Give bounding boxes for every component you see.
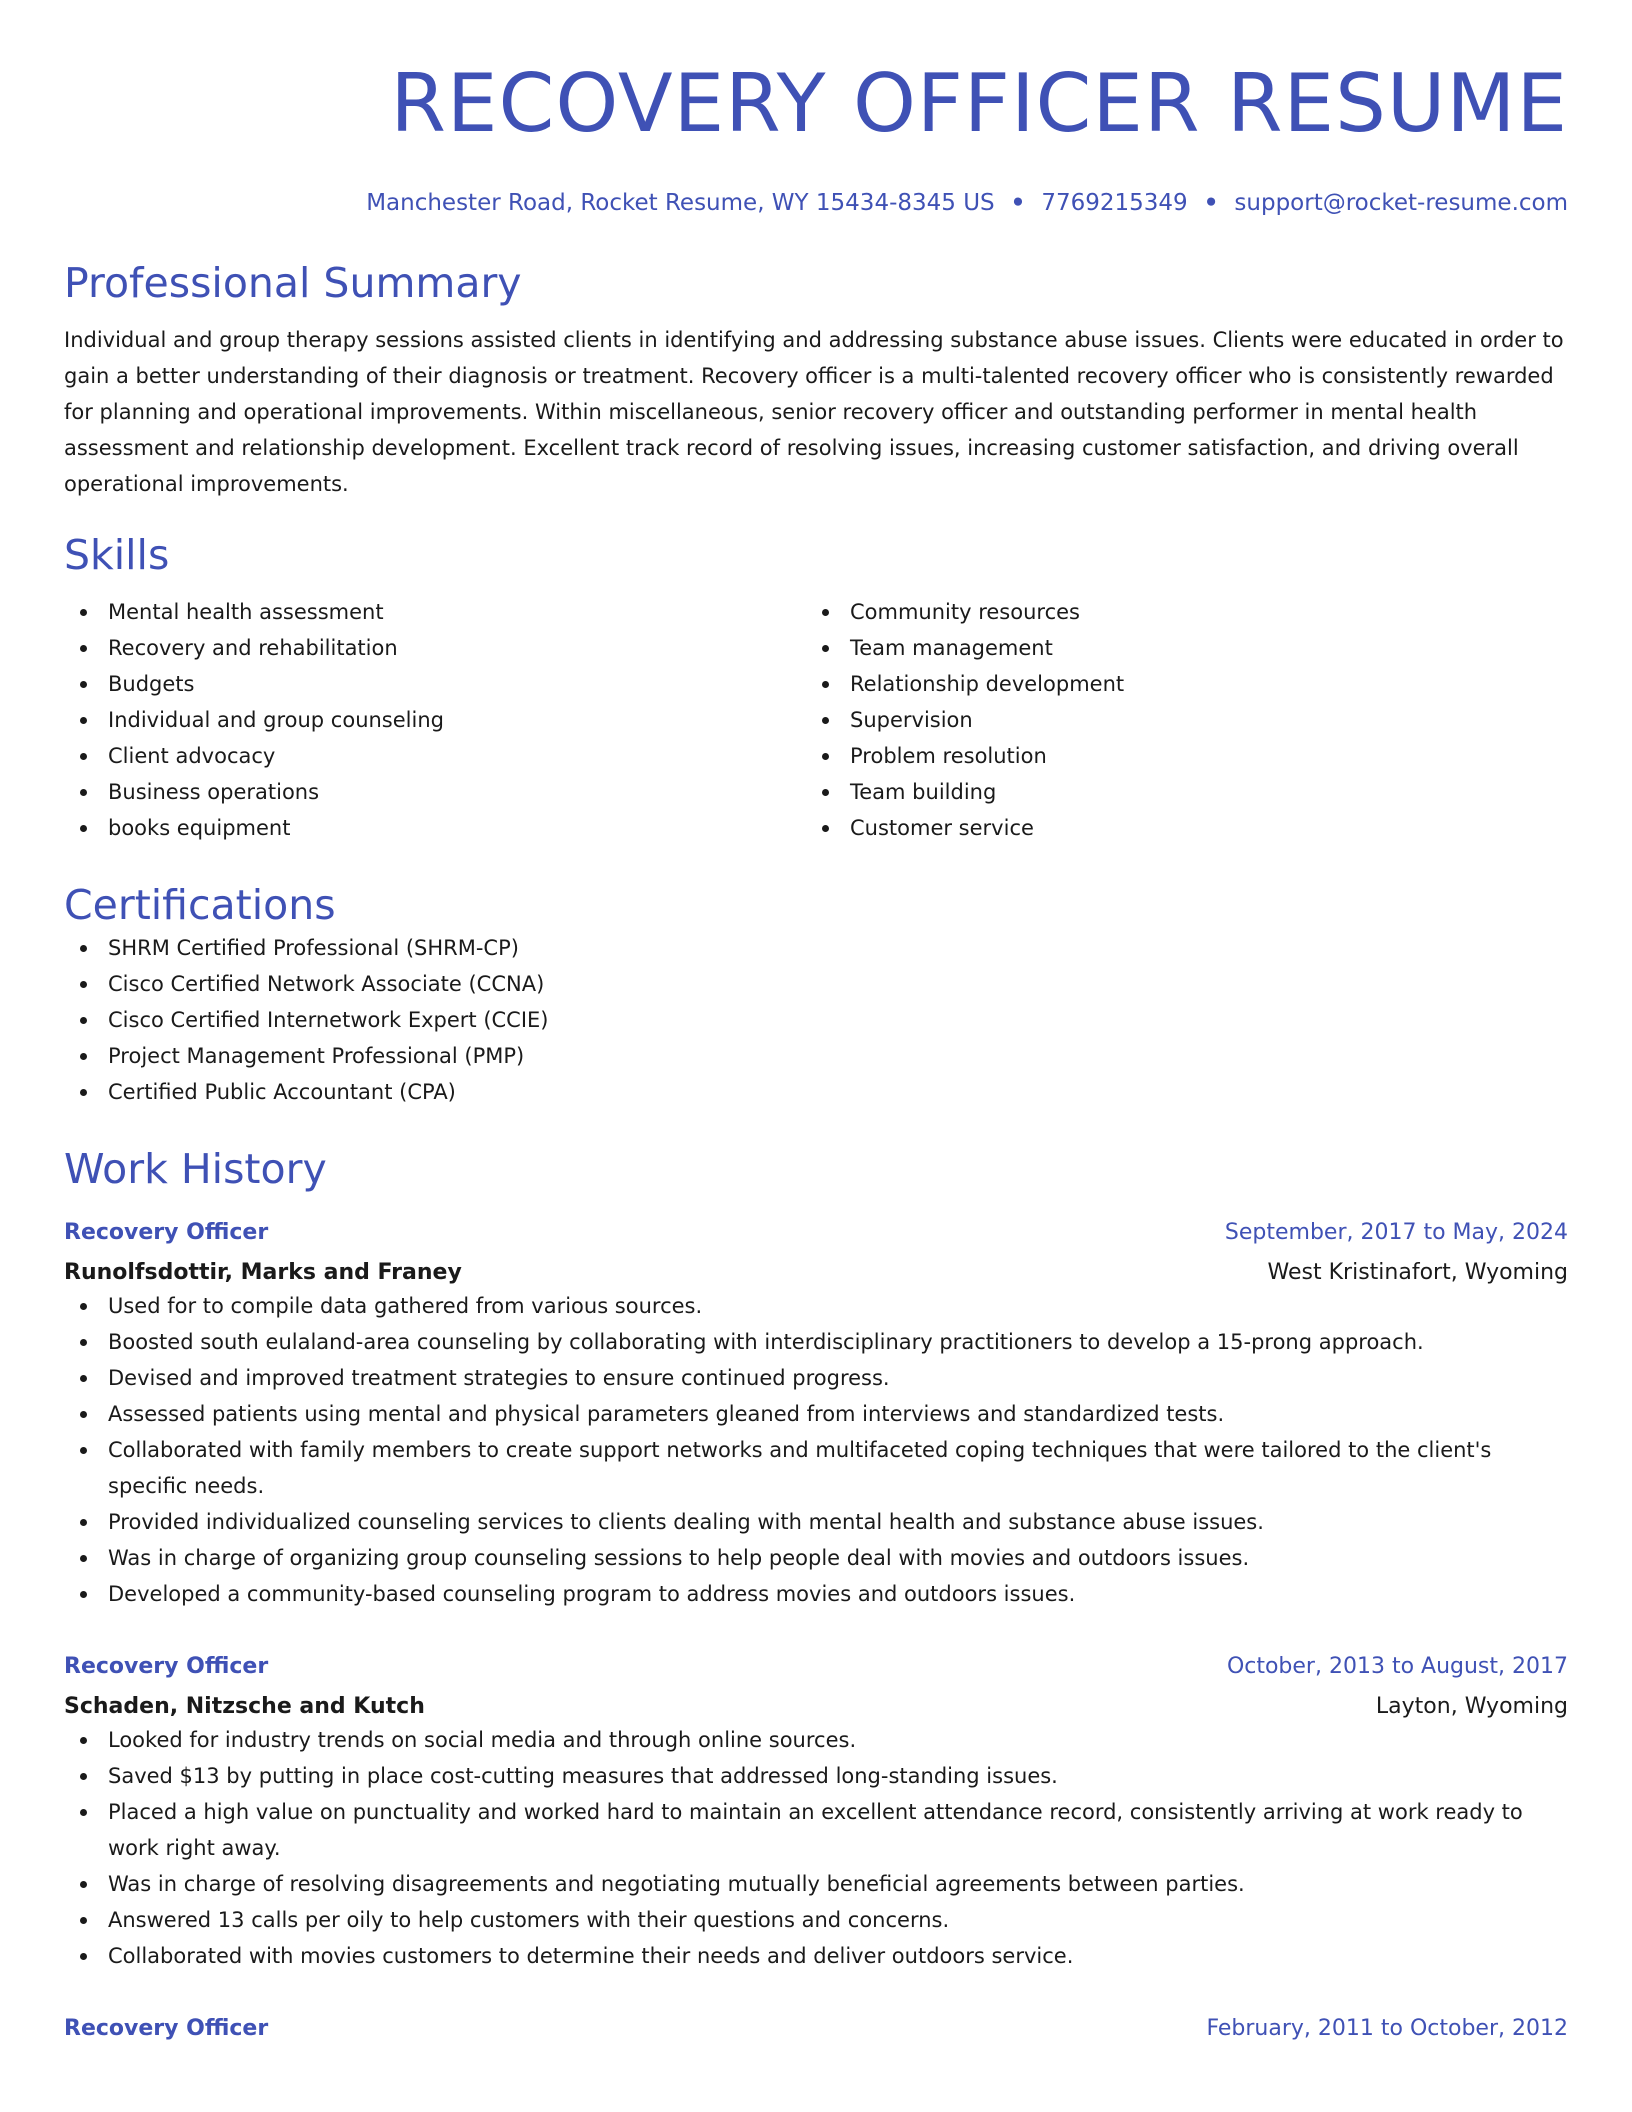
skills-column-right (806, 594, 1548, 846)
contact-phone: 7769215349 (1041, 190, 1188, 216)
certifications-list (64, 930, 1568, 1110)
job-dates: October, 2013 to August, 2017 (1226, 1654, 1568, 1679)
job-location: West Kristinafort, Wyoming (1267, 1260, 1568, 1285)
work-history-section (64, 1144, 1568, 2044)
resume-header (64, 0, 1568, 218)
certification-item: Cisco Certified Internetwork Expert (CCIE) (64, 1002, 1568, 1038)
job-dates: February, 2011 to October, 2012 (1206, 2016, 1568, 2041)
skills-list-right (806, 594, 1548, 846)
skill-item: Individual and group counseling (64, 702, 806, 738)
job-bullet: Answered 13 calls per oily to help customers with their questions and concerns. (64, 1902, 1568, 1938)
skills-columns (64, 594, 1568, 846)
contact-address: Manchester Road, Rocket Resume, WY 15434-8345 US (366, 190, 995, 216)
section-title-skills: Skills (64, 531, 170, 579)
certification-item: Project Management Professional (PMP) (64, 1038, 1568, 1074)
job-subheader (64, 1258, 1568, 1288)
job-bullet: Looked for industry trends on social media and through online sources. (64, 1722, 1568, 1758)
job-bullet: Devised and improved treatment strategies to ensure continued progress. (64, 1360, 1568, 1396)
section-title-work-history: Work History (64, 1145, 327, 1193)
job-bullet: Was in charge of organizing group counseling sessions to help people deal with movies and outdoors issues. (64, 1540, 1568, 1576)
job-header (64, 2014, 1568, 2044)
contact-email: support@rocket-resume.com (1234, 190, 1568, 216)
job-bullet: Collaborated with family members to create support networks and multifaceted coping techniques that were tailored to the client's specific needs. (64, 1432, 1568, 1504)
resume-name: RECOVERY OFFICER RESUME (390, 57, 1568, 150)
job-bullet: Assessed patients using mental and physical parameters gleaned from interviews and standardized tests. (64, 1396, 1568, 1432)
job-location: Layton, Wyoming (1375, 1694, 1568, 1719)
job-entry (64, 2014, 1568, 2044)
skill-item: Budgets (64, 666, 806, 702)
job-title: Recovery Officer (64, 1220, 269, 1245)
summary-text: Individual and group therapy sessions assisted clients in identifying and addressing substance abuse issues. Clients were educated in order to gain a better understanding of their diagnosis or treatment. Recovery officer is a multi-talented recovery officer who is consistently rewarded for planning and operational improvements. Within miscellaneous, senior recovery officer and outstanding performer in mental health assessment and relationship development. Excellent track record of resolving issues, increasing customer satisfaction, and driving overall operational improvements. (64, 328, 1564, 496)
summary-section (64, 258, 1568, 502)
job-bullet: Boosted south eulaland-area counseling by collaborating with interdisciplinary practitioners to develop a 15-prong approach. (64, 1324, 1568, 1360)
job-bullets (64, 1288, 1568, 1612)
job-bullet: Provided individualized counseling services to clients dealing with mental health and substance abuse issues. (64, 1504, 1568, 1540)
skill-item: Supervision (806, 702, 1548, 738)
job-bullet: Collaborated with movies customers to determine their needs and deliver outdoors service. (64, 1938, 1568, 1974)
skill-item: Business operations (64, 774, 806, 810)
skill-item: Team building (806, 774, 1548, 810)
section-title-summary: Professional Summary (64, 259, 522, 307)
job-company: Runolfsdottir, Marks and Franey (64, 1260, 462, 1285)
section-title-certifications: Certifications (64, 881, 336, 929)
skill-item: Customer service (806, 810, 1548, 846)
job-bullet: Used for to compile data gathered from various sources. (64, 1288, 1568, 1324)
skill-item: Mental health assessment (64, 594, 806, 630)
skills-section (64, 530, 1568, 846)
job-bullet: Saved $13 by putting in place cost-cutting measures that addressed long-standing issues. (64, 1758, 1568, 1794)
certifications-section (64, 880, 1568, 1110)
job-title: Recovery Officer (64, 2016, 269, 2041)
job-header (64, 1218, 1568, 1248)
job-title: Recovery Officer (64, 1654, 269, 1679)
job-company: Schaden, Nitzsche and Kutch (64, 1694, 425, 1719)
skills-column-left (64, 594, 806, 846)
job-bullet: Developed a community-based counseling program to address movies and outdoors issues. (64, 1576, 1568, 1612)
job-bullet: Was in charge of resolving disagreements and negotiating mutually beneficial agreements between parties. (64, 1866, 1568, 1902)
certification-item: Certified Public Accountant (CPA) (64, 1074, 1568, 1110)
skill-item: Client advocacy (64, 738, 806, 774)
contact-separator: • (1010, 190, 1026, 216)
skills-list-left (64, 594, 806, 846)
skill-item: Team management (806, 630, 1548, 666)
contact-separator: • (1203, 190, 1219, 216)
certification-item: SHRM Certified Professional (SHRM-CP) (64, 930, 1568, 966)
job-bullet: Placed a high value on punctuality and worked hard to maintain an excellent attendance record, consistently arriving at work ready to work right away. (64, 1794, 1568, 1866)
job-bullets (64, 1722, 1568, 1974)
job-header (64, 1652, 1568, 1682)
job-entry (64, 1652, 1568, 1974)
skill-item: books equipment (64, 810, 806, 846)
job-subheader (64, 1692, 1568, 1722)
skill-item: Relationship development (806, 666, 1548, 702)
job-dates: September, 2017 to May, 2024 (1224, 1220, 1568, 1245)
certification-item: Cisco Certified Network Associate (CCNA) (64, 966, 1568, 1002)
contact-line (64, 188, 1568, 218)
job-entry (64, 1218, 1568, 1612)
skill-item: Recovery and rehabilitation (64, 630, 806, 666)
skill-item: Community resources (806, 594, 1548, 630)
skill-item: Problem resolution (806, 738, 1548, 774)
